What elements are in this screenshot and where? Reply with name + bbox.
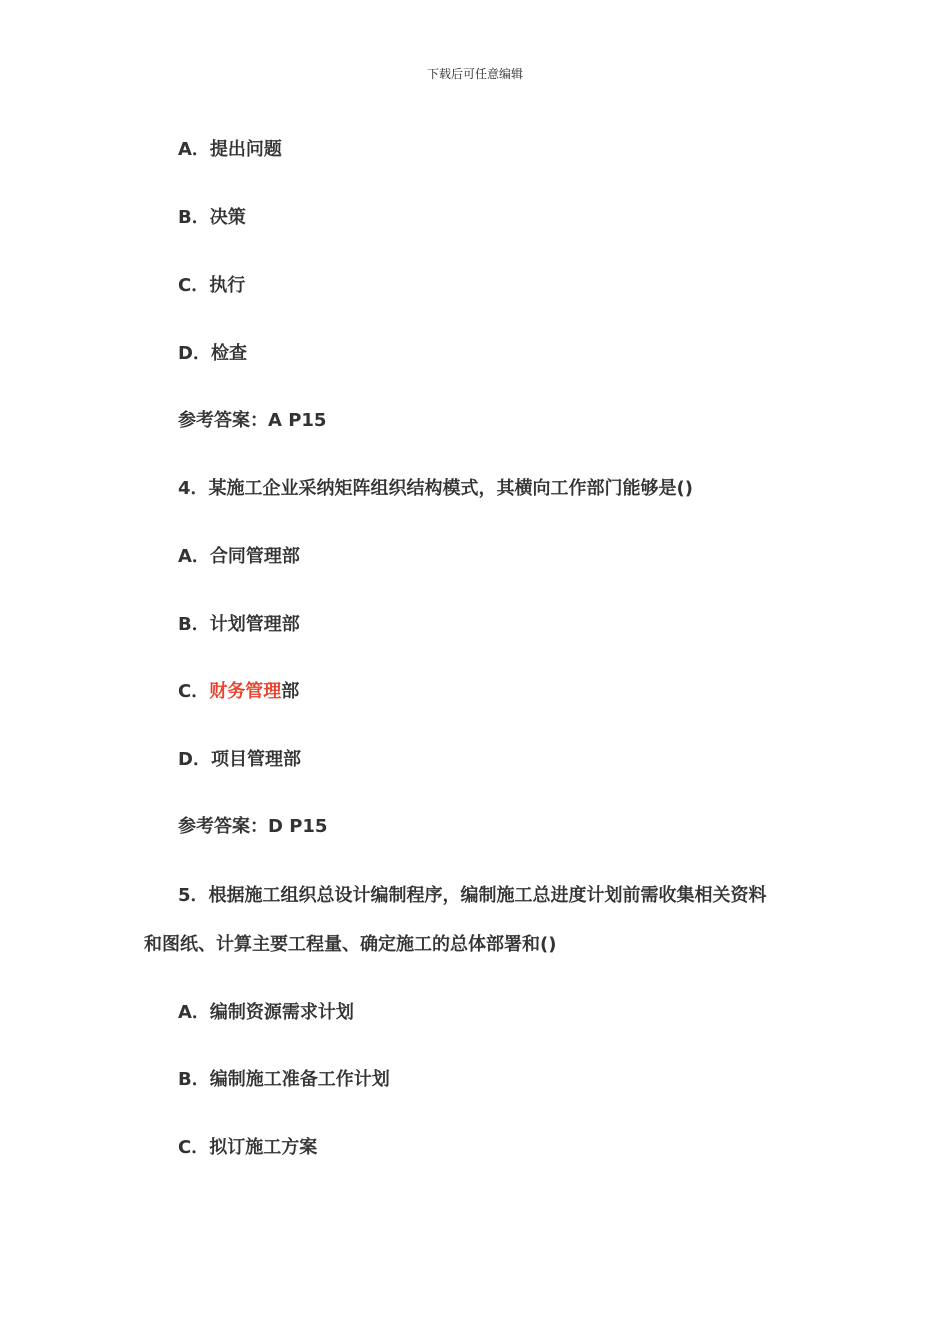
q4-option-b: B．计划管理部 bbox=[178, 614, 300, 635]
q5-option-c: C．拟订施工方案 bbox=[178, 1137, 318, 1158]
q4-option-d: D．项目管理部 bbox=[178, 749, 301, 770]
q4-option-c-highlight: 财务管理 bbox=[209, 681, 282, 702]
q5-question-line1: 5．根据施工组织总设计编制程序，编制施工总进度计划前需收集相关资料 bbox=[178, 885, 767, 906]
q3-option-d: D．检查 bbox=[178, 343, 247, 364]
q4-option-c-suffix: 部 bbox=[281, 681, 300, 702]
q3-option-a: A．提出问题 bbox=[178, 139, 282, 160]
q3-option-c: C．执行 bbox=[178, 275, 246, 296]
q4-answer: 参考答案：D P15 bbox=[178, 816, 328, 837]
q5-option-b: B．编制施工准备工作计划 bbox=[178, 1069, 390, 1090]
q5-question-line2: 和图纸、计算主要工程量、确定施工的总体部署和() bbox=[144, 934, 557, 955]
q3-answer: 参考答案：A P15 bbox=[178, 410, 327, 431]
q4-option-c bbox=[178, 679, 299, 705]
page-header: 下载后可任意编辑 bbox=[426, 67, 523, 81]
q4-question: 4．某施工企业采纳矩阵组织结构模式，其横向工作部门能够是() bbox=[178, 478, 693, 499]
q5-option-a: A．编制资源需求计划 bbox=[178, 1002, 354, 1023]
q4-option-a: A．合同管理部 bbox=[178, 546, 300, 567]
q3-option-b: B．决策 bbox=[178, 207, 246, 228]
q4-option-c-prefix: C． bbox=[178, 681, 210, 702]
